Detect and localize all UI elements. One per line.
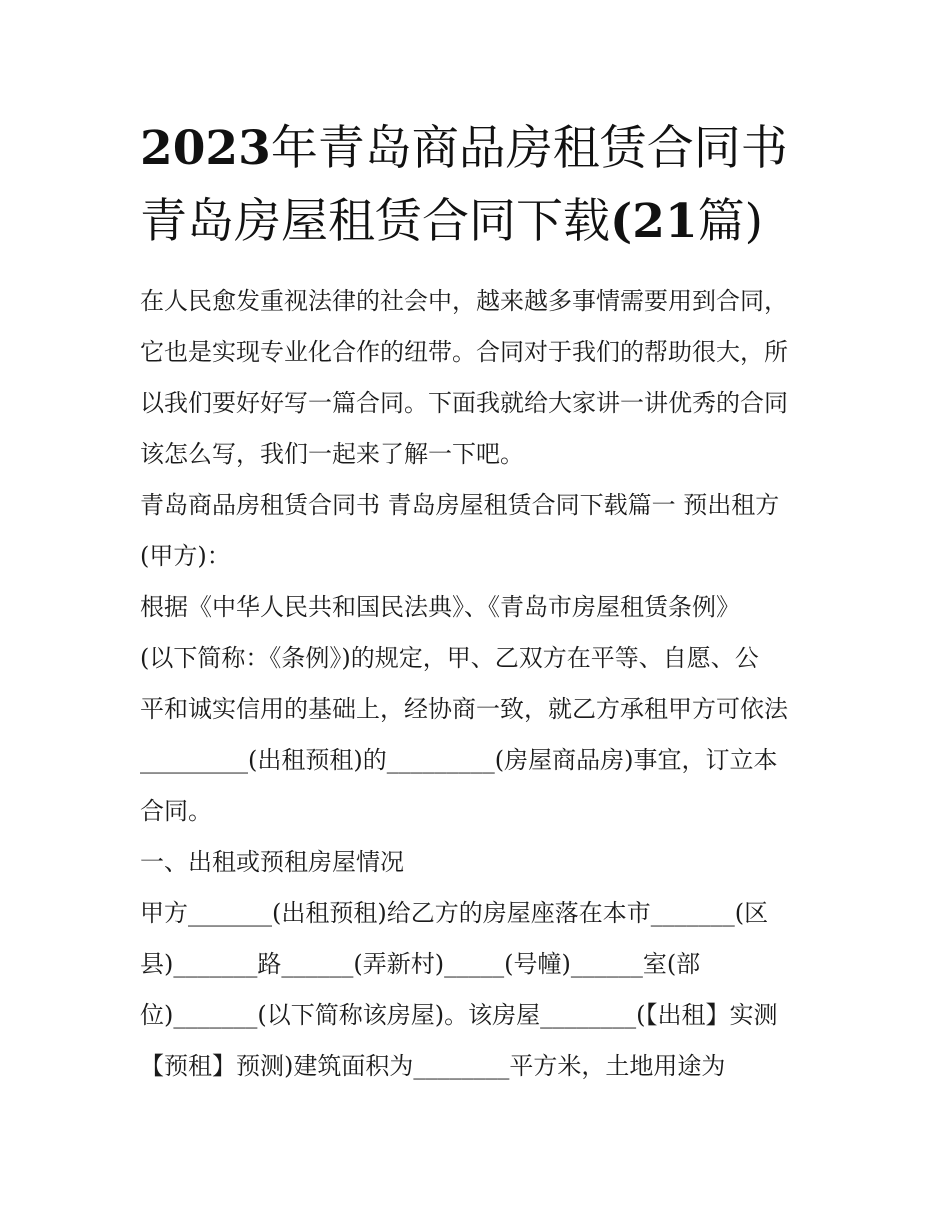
- body-line: 该怎么写，我们一起来了解一下吧。: [140, 440, 524, 468]
- body-line: _________(出租预租)的_________(房屋商品房)事宜，订立本: [140, 746, 778, 774]
- title-line-2: [140, 185, 840, 258]
- document-title: [140, 112, 840, 258]
- body-line: 【预租】预测)建筑面积为________平方米，土地用途为: [140, 1052, 726, 1080]
- title-line-2-text: 青岛房屋租赁合同下载: [140, 194, 610, 249]
- body-line: 县)_______路______(弄新村)_____(号幢)______室(部: [140, 950, 701, 978]
- body-line: 在人民愈发重视法律的社会中，越来越多事情需要用到合同，: [140, 287, 788, 315]
- body-line: 青岛商品房租赁合同书 青岛房屋租赁合同下载篇一 预出租方: [140, 491, 780, 519]
- body-line: 它也是实现专业化合作的纽带。合同对于我们的帮助很大，所: [140, 338, 788, 366]
- body-line: 根据《中华人民共和国民法典》、《青岛市房屋租赁条例》: [140, 593, 740, 621]
- title-count: (21: [610, 194, 698, 249]
- body-line: (以下简称：《条例》)的规定，甲、乙双方在平等、自愿、公: [140, 644, 759, 672]
- title-line-1-text: 年青岛商品房租赁合同书: [270, 121, 788, 176]
- body-line: 以我们要好好写一篇合同。下面我就给大家讲一讲优秀的合同: [140, 389, 788, 417]
- document-body: [140, 276, 830, 1092]
- body-line: (甲方)：: [140, 542, 231, 570]
- body-line: 甲方_______(出租预租)给乙方的房屋座落在本市_______(区: [140, 899, 769, 927]
- body-line: 合同。: [140, 797, 212, 825]
- title-year: 2023: [140, 121, 271, 176]
- body-line: 平和诚实信用的基础上，经协商一致，就乙方承租甲方可依法: [140, 695, 788, 723]
- title-line-2-tail: 篇): [697, 194, 763, 249]
- section-heading: 一、出租或预租房屋情况: [140, 848, 404, 876]
- body-line: 位)_______(以下简称该房屋)。该房屋________(【出租】实测: [140, 1001, 778, 1029]
- title-line-1: [140, 112, 840, 185]
